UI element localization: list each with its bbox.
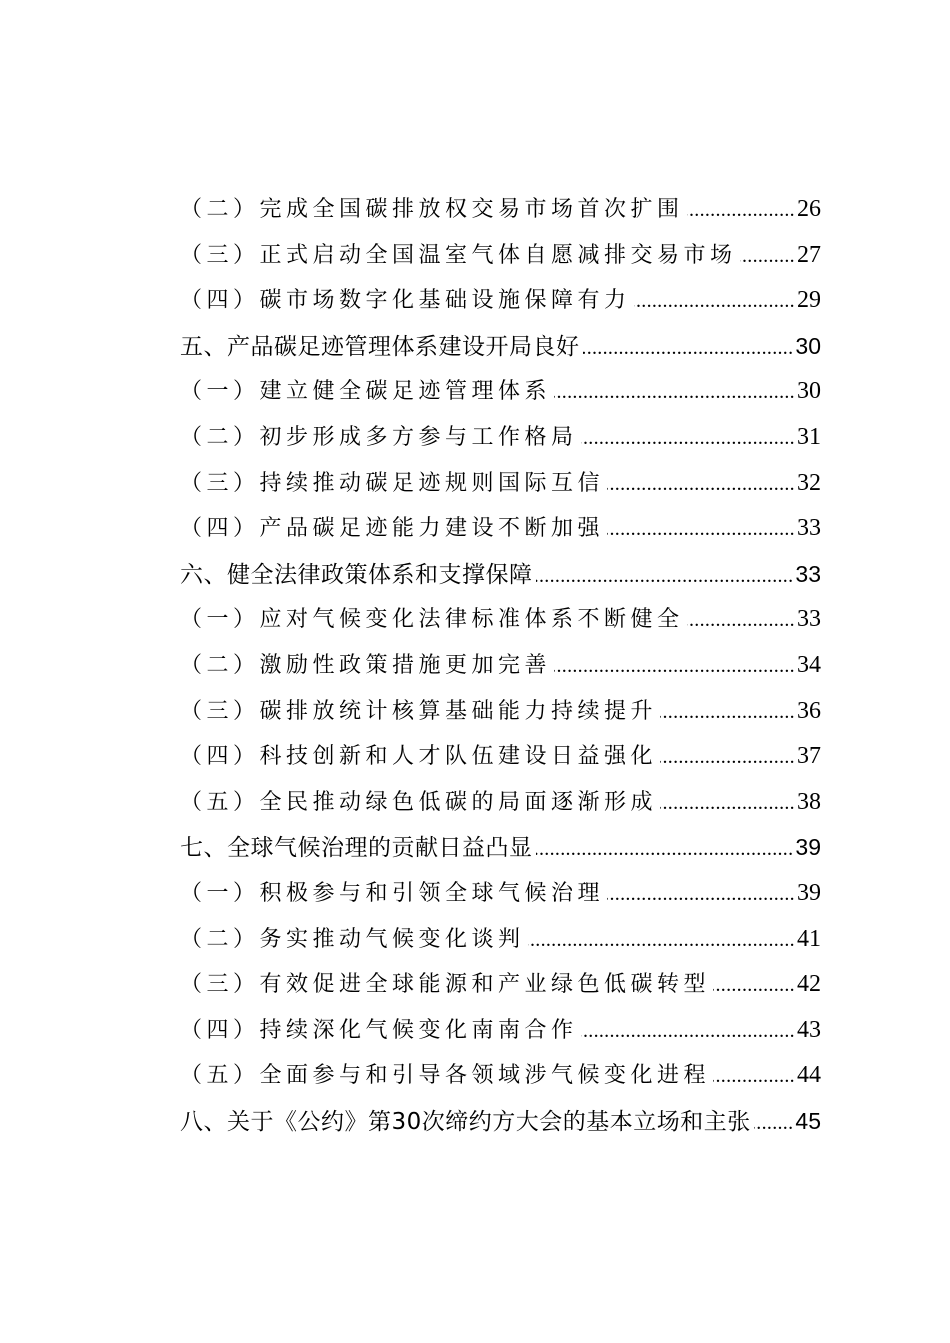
dot-leader bbox=[713, 963, 795, 1009]
toc-entry-title: （四）碳市场数字化基础设施保障有力 bbox=[180, 288, 631, 314]
toc-entry-page: 36 bbox=[797, 697, 821, 724]
dot-leader bbox=[607, 872, 795, 918]
toc-entry-page: 41 bbox=[797, 925, 821, 952]
toc-entry[interactable] bbox=[180, 278, 821, 324]
toc-section-heading[interactable] bbox=[180, 1099, 821, 1145]
toc-entry-title: 八、关于《公约》第30次缔约方大会的基本立场和主张 bbox=[180, 1108, 751, 1135]
toc-entry[interactable] bbox=[180, 962, 821, 1008]
toc-entry-title: （五）全民推动绿色低碳的局面逐渐形成 bbox=[180, 789, 658, 815]
toc-entry[interactable] bbox=[180, 369, 821, 415]
toc-entry-title: （一）积极参与和引领全球气候治理 bbox=[180, 880, 605, 906]
dot-leader bbox=[713, 1054, 795, 1100]
toc-entry-page: 26 bbox=[797, 196, 821, 222]
toc-entry[interactable] bbox=[180, 689, 821, 735]
toc-entry[interactable] bbox=[180, 871, 821, 917]
toc-entry-page: 27 bbox=[797, 241, 821, 268]
toc-entry-page: 39 bbox=[795, 834, 821, 861]
dot-leader bbox=[754, 1101, 794, 1147]
toc-entry-title: （三）持续推动碳足迹规则国际互信 bbox=[180, 470, 605, 496]
dot-leader bbox=[583, 326, 794, 372]
toc-entry-title: 七、全球气候治理的贡献日益凸显 bbox=[180, 835, 533, 862]
toc-entry[interactable] bbox=[180, 780, 821, 826]
toc-entry-page: 43 bbox=[797, 1016, 821, 1043]
toc-entry[interactable] bbox=[180, 643, 821, 689]
toc-section-heading[interactable] bbox=[180, 552, 821, 598]
dot-leader bbox=[687, 188, 795, 234]
dot-leader bbox=[634, 279, 795, 325]
dot-leader bbox=[581, 416, 795, 462]
dot-leader bbox=[607, 507, 795, 553]
dot-leader bbox=[536, 554, 794, 600]
toc-entry-title: （四）科技创新和人才队伍建设日益强化 bbox=[180, 744, 658, 770]
toc-entry-page: 30 bbox=[795, 332, 821, 359]
toc-entry-title: （二）务实推动气候变化谈判 bbox=[180, 926, 525, 952]
toc-entry-page: 29 bbox=[797, 287, 821, 314]
toc-entry-page: 33 bbox=[795, 560, 821, 587]
dot-leader bbox=[660, 690, 795, 736]
toc-entry-title: （三）碳排放统计核算基础能力持续提升 bbox=[180, 698, 658, 724]
dot-leader bbox=[581, 1009, 795, 1055]
toc-entry[interactable] bbox=[180, 1008, 821, 1054]
toc-entry-title: （四）产品碳足迹能力建设不断加强 bbox=[180, 516, 605, 542]
dot-leader bbox=[536, 827, 794, 873]
toc-entry-title: （三）有效促进全球能源和产业绿色低碳转型 bbox=[180, 972, 711, 998]
toc-entry[interactable] bbox=[180, 233, 821, 279]
toc-section-heading[interactable] bbox=[180, 324, 821, 370]
toc-entry-title: （二）完成全国碳排放权交易市场首次扩围 bbox=[180, 197, 684, 222]
toc-entry-title: 五、产品碳足迹管理体系建设开局良好 bbox=[180, 333, 580, 360]
toc-entry[interactable] bbox=[180, 415, 821, 461]
toc-entry-title: （二）激励性政策措施更加完善 bbox=[180, 652, 552, 678]
toc-section-heading[interactable] bbox=[180, 825, 821, 871]
toc-entry-page: 44 bbox=[797, 1062, 821, 1089]
dot-leader bbox=[687, 598, 795, 644]
dot-leader bbox=[740, 234, 795, 280]
dot-leader bbox=[554, 644, 795, 690]
toc-entry[interactable] bbox=[180, 461, 821, 507]
toc-entry-title: （五）全面参与和引导各领域涉气候变化进程 bbox=[180, 1063, 711, 1089]
toc-entry-page: 37 bbox=[797, 743, 821, 770]
toc-entry-title: （一）应对气候变化法律标准体系不断健全 bbox=[180, 607, 684, 633]
dot-leader bbox=[554, 370, 795, 416]
toc-entry-page: 33 bbox=[797, 606, 821, 633]
table-of-contents bbox=[180, 187, 821, 1144]
toc-entry-page: 42 bbox=[797, 971, 821, 998]
toc-entry[interactable] bbox=[180, 1053, 821, 1099]
toc-entry-page: 45 bbox=[795, 1107, 821, 1134]
toc-entry-title: （四）持续深化气候变化南南合作 bbox=[180, 1017, 578, 1043]
toc-entry[interactable] bbox=[180, 187, 821, 233]
toc-entry-page: 32 bbox=[797, 469, 821, 496]
toc-entry-title: 六、健全法律政策体系和支撑保障 bbox=[180, 561, 533, 588]
toc-entry[interactable] bbox=[180, 597, 821, 643]
toc-entry-title: （一）建立健全碳足迹管理体系 bbox=[180, 379, 552, 405]
toc-entry[interactable] bbox=[180, 506, 821, 552]
dot-leader bbox=[660, 735, 795, 781]
dot-leader bbox=[660, 781, 795, 827]
toc-entry-page: 34 bbox=[797, 651, 821, 678]
toc-entry-title: （二）初步形成多方参与工作格局 bbox=[180, 424, 578, 450]
toc-entry[interactable] bbox=[180, 917, 821, 963]
toc-entry-title: （三）正式启动全国温室气体自愿减排交易市场 bbox=[180, 242, 737, 268]
toc-entry-page: 33 bbox=[797, 515, 821, 542]
toc-entry-page: 30 bbox=[797, 378, 821, 405]
dot-leader bbox=[528, 918, 795, 964]
toc-entry-page: 39 bbox=[797, 879, 821, 906]
dot-leader bbox=[607, 462, 795, 508]
toc-entry[interactable] bbox=[180, 734, 821, 780]
toc-entry-page: 38 bbox=[797, 788, 821, 815]
toc-entry-page: 31 bbox=[797, 423, 821, 450]
